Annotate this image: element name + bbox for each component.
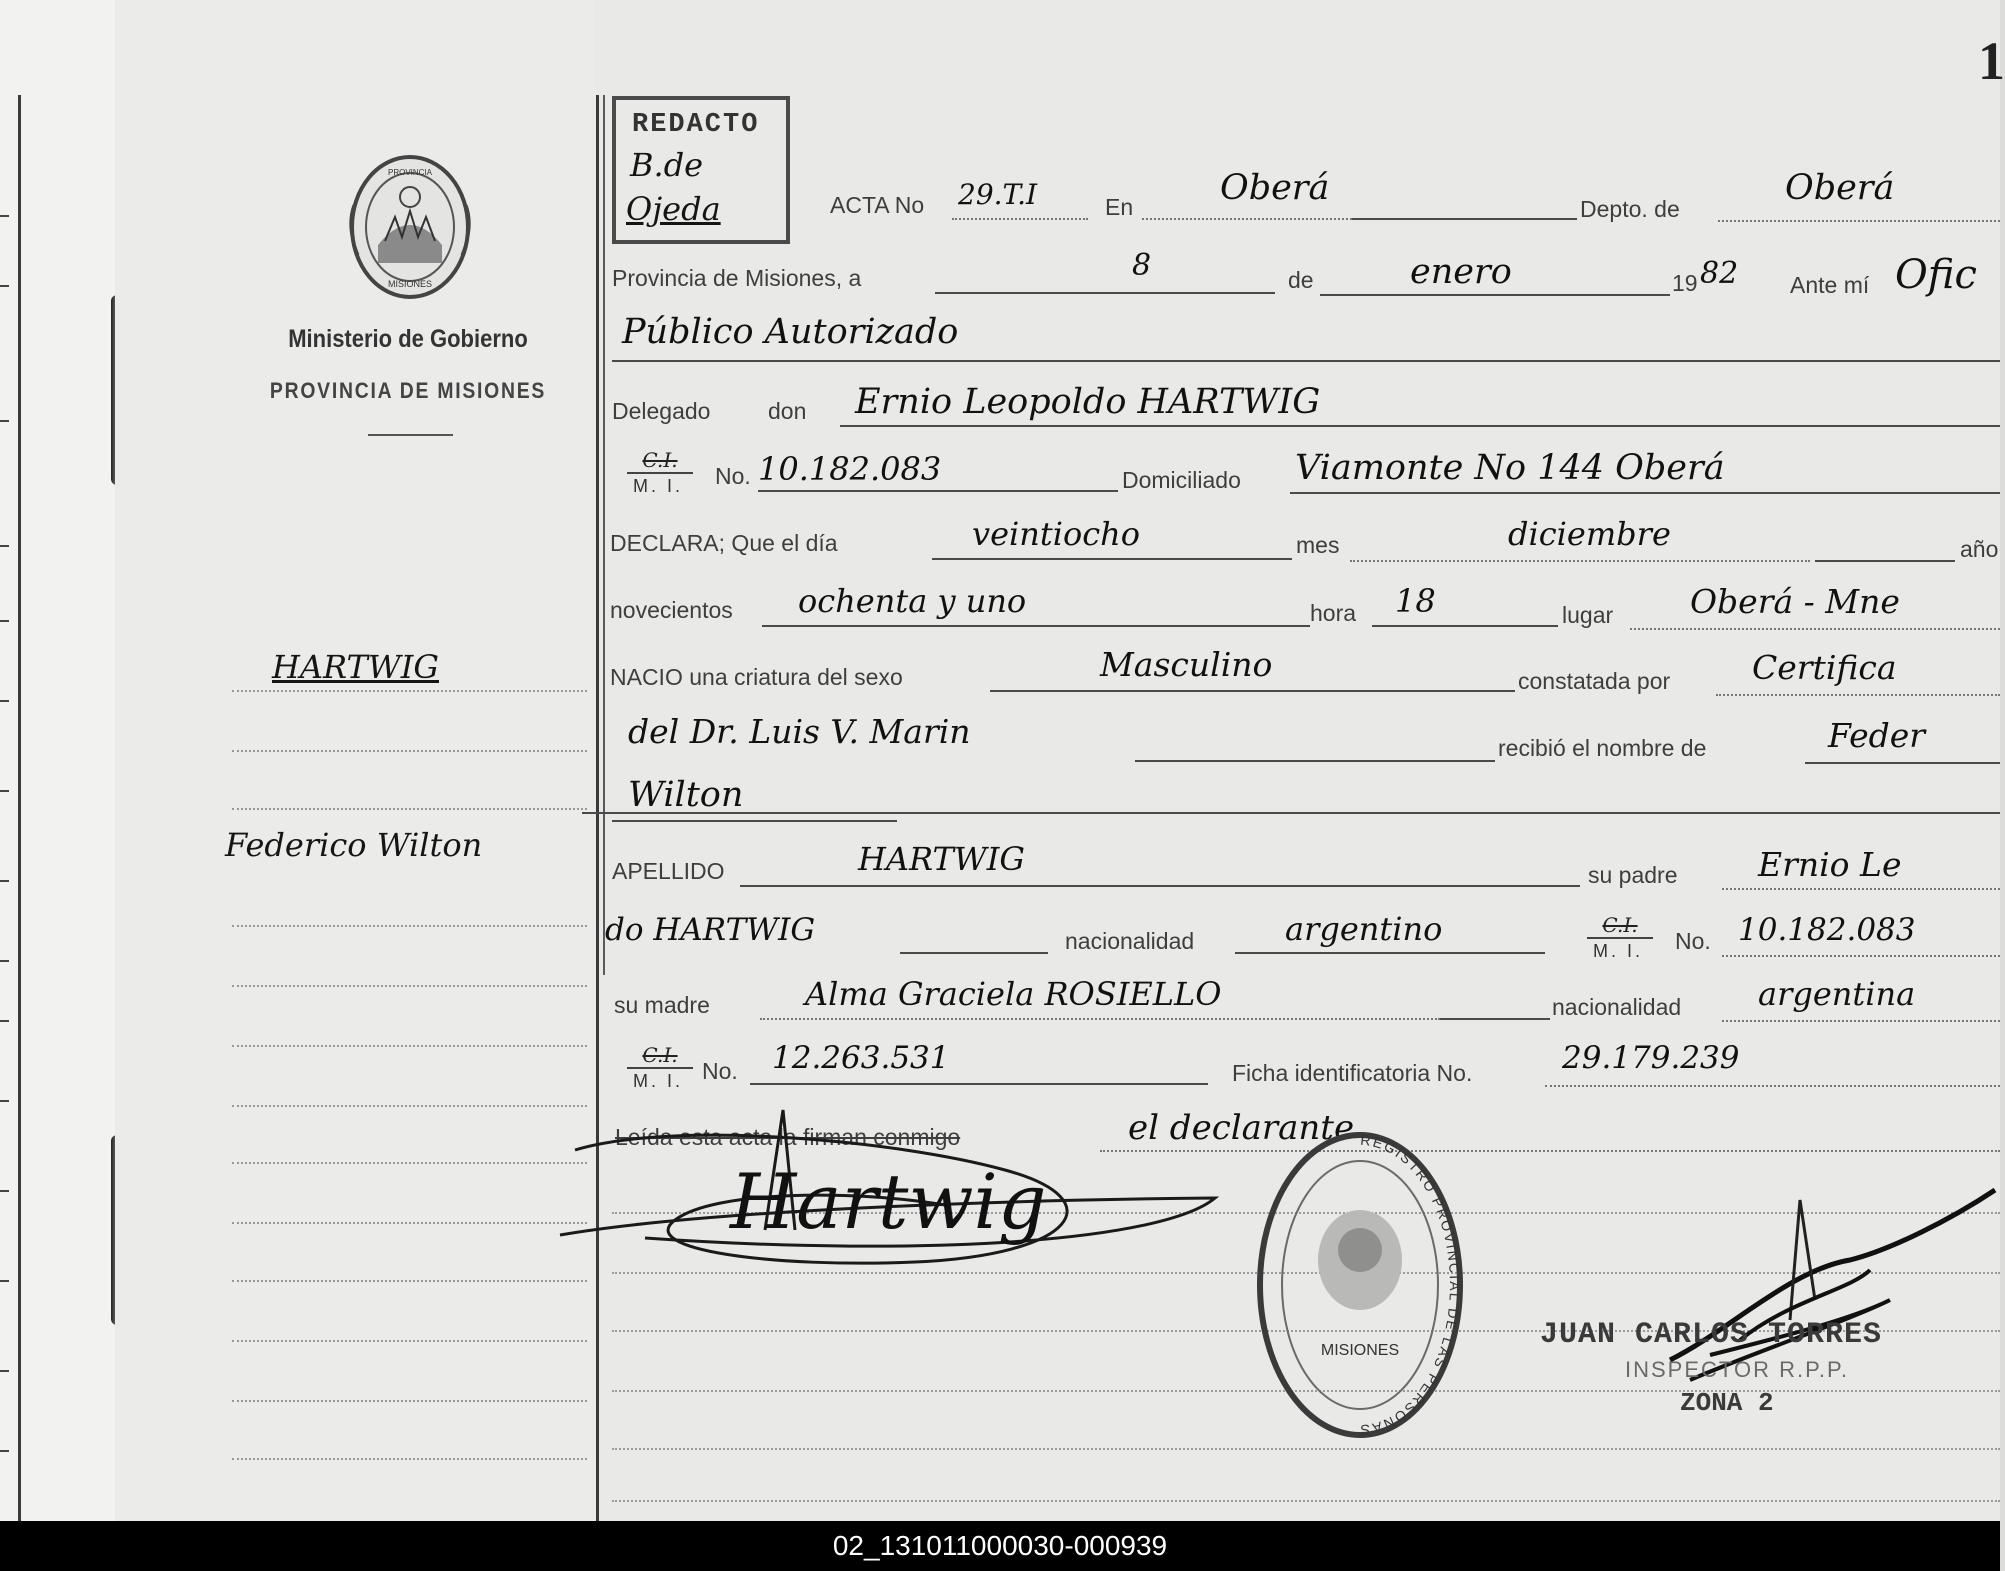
declarant-signature [555, 1080, 1235, 1280]
fill-line [1722, 888, 2000, 890]
apellido-label: APELLIDO [612, 858, 725, 884]
recibio-label: recibió el nombre de [1498, 735, 1707, 761]
margin-rule [232, 985, 587, 987]
month-value: enero [1410, 252, 1512, 292]
fill-line [612, 820, 897, 822]
margin-rule [232, 1400, 587, 1402]
binding-tick [0, 960, 9, 962]
depto-value: Oberá [1785, 168, 1895, 208]
fill-line [840, 425, 2000, 427]
binding-tick [0, 1190, 9, 1192]
margin-rule [232, 925, 587, 927]
fill-line [1372, 625, 1558, 627]
don-label: don [768, 398, 807, 424]
ci-label: C.I. [642, 1043, 678, 1067]
ano-label: año [1960, 536, 1999, 562]
fill-line [1352, 218, 1577, 220]
svg-text:Hartwig: Hartwig [730, 1157, 1047, 1246]
padre-continuation: do HARTWIG [605, 912, 816, 948]
lugar-value: Oberá - Mne [1690, 582, 1900, 621]
margin-rule [232, 690, 587, 692]
declara-label: DECLARA; Que el día [610, 530, 838, 556]
fill-line [760, 1018, 1440, 1020]
no-label: No. [702, 1058, 738, 1084]
day-value: 8 [1132, 248, 1152, 283]
binding-tick [0, 880, 9, 882]
binding-tick [0, 790, 9, 792]
apellido-value: HARTWIG [858, 840, 1025, 878]
dia-value: veintiocho [972, 515, 1141, 553]
ficha-label: Ficha identificatoria No. [1232, 1060, 1473, 1086]
binding-tick [0, 1370, 9, 1372]
fill-line [1100, 1150, 2000, 1152]
binding-tick [0, 285, 9, 287]
page-number: 1 [1978, 31, 2005, 91]
acta-label: ACTA No [830, 192, 925, 218]
domicilio-value: Viamonte No 144 Oberá [1295, 448, 1725, 488]
depto-label: Depto. de [1580, 196, 1680, 222]
margin-rule [232, 1340, 587, 1342]
margin-divider [596, 95, 599, 1521]
inspector-name: JUAN CARLOS TORRES [1540, 1318, 1883, 1352]
nacionalidad-label: nacionalidad [1552, 994, 1682, 1020]
mes-label: mes [1296, 532, 1340, 558]
signature-rule [612, 1500, 2000, 1502]
de-label: de [1288, 267, 1314, 293]
fraction-bar [1587, 937, 1653, 939]
fill-line [1440, 1018, 1550, 1020]
padre-label: su padre [1588, 862, 1678, 888]
declarant-name: Ernio Leopoldo HARTWIG [855, 382, 1321, 422]
hora-label: hora [1310, 600, 1357, 626]
fill-line [1142, 218, 1352, 220]
inspector-zone: ZONA 2 [1680, 1388, 1774, 1418]
province-title: PROVINCIA DE MISIONES [269, 378, 547, 403]
svg-text:PROVINCIA: PROVINCIA [387, 168, 433, 177]
fill-line [1722, 955, 2000, 957]
delegado-label: Delegado [612, 398, 711, 424]
padre-value: Ernio Le [1758, 845, 1902, 884]
fill-line [1815, 560, 1955, 562]
margin-rule [232, 1045, 587, 1047]
fill-line [932, 558, 1292, 560]
binding-tick [0, 1450, 9, 1452]
fill-line [1350, 560, 1810, 562]
novecientos-label: novecientos [610, 597, 733, 623]
acta-number: 29.T.I [958, 178, 1038, 211]
fill-line [1805, 762, 2000, 764]
declarant-doc: 10.182.083 [758, 450, 942, 488]
svg-text:MISIONES: MISIONES [387, 279, 433, 289]
en-value: Oberá [1220, 168, 1330, 208]
binding-line [18, 95, 21, 1521]
margin-rule [232, 1280, 587, 1282]
fill-line [1630, 628, 2000, 630]
madre-value: Alma Graciela ROSIELLO [805, 975, 1222, 1013]
fill-line [1718, 220, 2000, 222]
no-label: No. [715, 463, 751, 489]
binding-tick [0, 1280, 9, 1282]
fill-line [1320, 294, 1670, 296]
binding-tick [0, 1100, 9, 1102]
madre-doc: 12.263.531 [772, 1040, 950, 1076]
oficial-value: Público Autorizado [622, 312, 959, 352]
fill-line [952, 218, 1088, 220]
redacto-box [612, 96, 790, 244]
ci-mi-fraction [1585, 915, 1655, 965]
leida-label: Leída esta acta la firman conmigo [615, 1124, 961, 1150]
mi-label: M. I. [1593, 941, 1643, 961]
binding-tick [0, 620, 9, 622]
margin-rule [232, 1105, 587, 1107]
no-label: No. [1675, 928, 1711, 954]
fill-line [1545, 1085, 2000, 1087]
fill-line [1716, 694, 2000, 696]
year-words: ochenta y uno [798, 582, 1027, 620]
provincial-emblem-icon [340, 145, 480, 305]
binding-tick [0, 700, 9, 702]
ci-label: C.I. [1602, 913, 1638, 937]
fill-line [1290, 492, 2000, 494]
mi-label: M. I. [633, 1071, 683, 1091]
year-value: 82 [1700, 256, 1739, 291]
margin-rule [232, 1458, 587, 1460]
domicilio-label: Domiciliado [1122, 467, 1241, 493]
year-prefix: 19 [1672, 270, 1698, 296]
padre-nacionalidad: argentino [1285, 910, 1443, 948]
inspector-role: INSPECTOR R.P.P. [1625, 1357, 1849, 1382]
fraction-bar [627, 472, 693, 474]
redacto-label: REDACTO [632, 110, 760, 140]
margin-rule [232, 750, 587, 752]
constatada-label: constatada por [1518, 668, 1671, 694]
ante-value: Ofic [1895, 252, 1977, 298]
ci-mi-fraction [625, 450, 695, 500]
lugar-label: lugar [1562, 602, 1614, 628]
binding-tick [0, 420, 9, 422]
fill-line [935, 292, 1275, 294]
binding-tick [0, 215, 9, 217]
padre-doc: 10.182.083 [1738, 912, 1916, 948]
nacionalidad-label: nacionalidad [1065, 928, 1195, 954]
provincia-label: Provincia de Misiones, a [612, 265, 862, 291]
nombre-continuation: Wilton [628, 775, 744, 815]
margin-divider-inner [603, 95, 605, 975]
redacto-name: Ojeda [626, 190, 721, 228]
madre-label: su madre [614, 992, 710, 1018]
fill-line [740, 885, 1580, 887]
section-rule [582, 812, 2000, 814]
svg-text:REGISTRO PROVINCIAL DE LAS PER: REGISTRO PROVINCIAL DE LAS PERSONAS [1358, 1131, 1463, 1439]
madre-nacionalidad: argentina [1758, 975, 1916, 1013]
fill-line [612, 360, 2000, 362]
hora-value: 18 [1395, 582, 1436, 620]
title-dash [368, 434, 453, 436]
doctor-value: del Dr. Luis V. Marin [628, 712, 971, 751]
binding-tick [0, 545, 9, 547]
mes-value: diciembre [1508, 515, 1671, 553]
fill-line [1235, 952, 1545, 954]
fill-line [1135, 760, 1495, 762]
mi-label: M. I. [633, 476, 683, 496]
en-label: En [1105, 194, 1134, 220]
fill-line [900, 952, 1048, 954]
fill-line [990, 690, 1515, 692]
nacio-label: NACIO una criatura del sexo [610, 664, 903, 690]
nombre-value: Feder [1828, 716, 1926, 755]
margin-surname: HARTWIG [272, 648, 439, 686]
margin-given-names: Federico Wilton [225, 826, 483, 864]
redacto-initials: B.de [630, 146, 704, 184]
ficha-value: 29.179.239 [1562, 1040, 1740, 1076]
leida-value: el declarante [1128, 1108, 1355, 1148]
binding-tick [0, 1020, 9, 1022]
svg-text:MISIONES: MISIONES [1320, 1342, 1400, 1359]
margin-rule [232, 808, 587, 810]
margin-rule [232, 1222, 587, 1224]
constatada-value: Certifica [1752, 648, 1897, 687]
fraction-bar [627, 1067, 693, 1069]
file-id-bar: 02_131011000030-000939 [0, 1521, 2000, 1571]
ci-label: C.I. [642, 448, 678, 472]
fill-line [758, 490, 1118, 492]
fill-line [762, 625, 1310, 627]
fill-line [1722, 1020, 2000, 1022]
registry-seal [1245, 1110, 1475, 1450]
sexo-value: Masculino [1100, 645, 1273, 684]
margin-rule [232, 1162, 587, 1164]
ante-label: Ante mí [1790, 272, 1870, 298]
ministry-title: Ministerio de Gobierno [288, 325, 528, 353]
